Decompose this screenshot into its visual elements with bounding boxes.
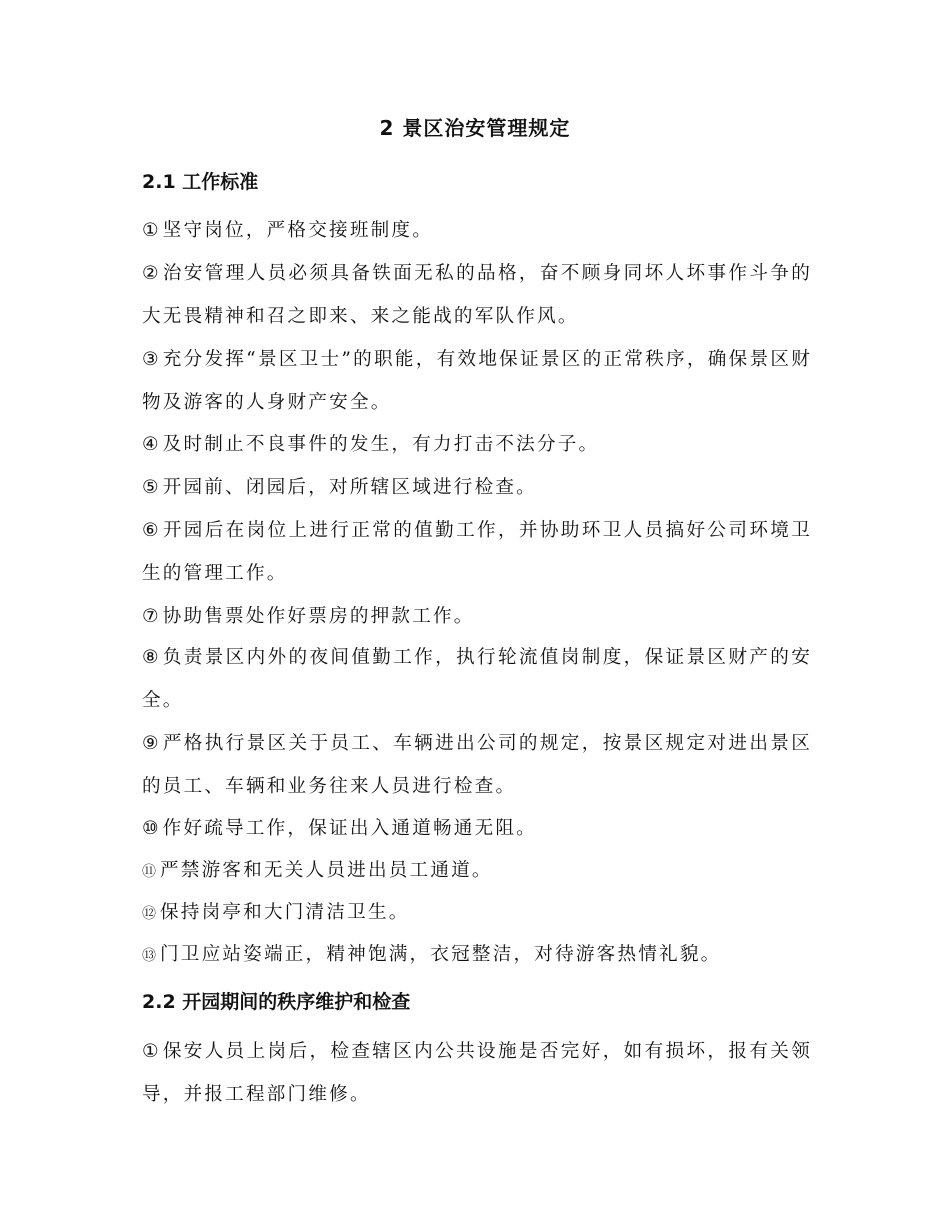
- item-text: 协助售票处作好票房的押款工作。: [162, 606, 475, 627]
- item-number: ⑫: [142, 906, 156, 922]
- section-heading-work-standards: 2.1 工作标准: [142, 171, 259, 193]
- list-item: [142, 423, 812, 466]
- item-number: ④: [142, 434, 159, 455]
- list-item: [142, 722, 812, 808]
- item-number: ②: [142, 263, 159, 284]
- item-number: ⑪: [142, 864, 156, 880]
- list-item: [142, 466, 812, 509]
- item-text: 开园后在岗位上进行正常的值勤工作，并协助环卫人员搞好公司环境卫生的管理工作。: [142, 520, 813, 584]
- item-number: ⑬: [142, 948, 156, 964]
- list-item: [142, 891, 812, 936]
- item-text: 严格执行景区关于员工、车辆进出公司的规定，按景区规定对进出景区的员工、车辆和业务往来人员进行检查。: [142, 733, 813, 797]
- item-number: ⑦: [142, 606, 159, 627]
- list-item: [142, 595, 812, 638]
- item-number: ⑩: [142, 818, 159, 839]
- item-number: ⑧: [142, 647, 159, 668]
- item-text: 保安人员上岗后，检查辖区内公共设施是否完好，如有损坏，报有关领导，并报工程部门维修。: [142, 1041, 813, 1105]
- list-item: [142, 933, 812, 978]
- item-text: 及时制止不良事件的发生，有力打击不法分子。: [162, 434, 600, 455]
- list-item: [142, 252, 812, 338]
- list-item: [142, 636, 812, 722]
- item-number: ①: [142, 220, 159, 241]
- section-heading-order-maintenance: 2.2 开园期间的秩序维护和检查: [142, 991, 411, 1013]
- list-item: [142, 209, 812, 252]
- item-text: 作好疏导工作，保证出入通道畅通无阻。: [162, 818, 537, 839]
- list-item: [142, 1030, 812, 1116]
- item-text: 坚守岗位，严格交接班制度。: [162, 220, 433, 241]
- item-number: ⑨: [142, 733, 159, 754]
- item-number: ①: [142, 1041, 159, 1062]
- item-text: 治安管理人员必须具备铁面无私的品格，奋不顾身同坏人坏事作斗争的大无畏精神和召之即来、来之能战的军队作风。: [142, 263, 813, 327]
- item-number: ③: [142, 349, 159, 370]
- item-text: 负责景区内外的夜间值勤工作，执行轮流值岗制度，保证景区财产的安全。: [142, 647, 813, 711]
- list-item: [142, 338, 812, 424]
- item-text: 充分发挥“景区卫士”的职能，有效地保证景区的正常秩序，确保景区财物及游客的人身财产安全。: [142, 349, 813, 413]
- item-number: ⑥: [142, 520, 159, 541]
- item-text: 严禁游客和无关人员进出员工通道。: [160, 860, 493, 881]
- item-number: ⑤: [142, 477, 159, 498]
- list-item: [142, 849, 812, 894]
- item-text: 门卫应站姿端正，精神饱满，衣冠整洁，对待游客热情礼貌。: [160, 944, 722, 965]
- list-item: [142, 509, 812, 595]
- list-item: [142, 807, 812, 850]
- item-text: 开园前、闭园后，对所辖区域进行检查。: [162, 477, 537, 498]
- item-text: 保持岗亭和大门清洁卫生。: [160, 902, 410, 923]
- document-title: 2 景区治安管理规定: [379, 116, 571, 140]
